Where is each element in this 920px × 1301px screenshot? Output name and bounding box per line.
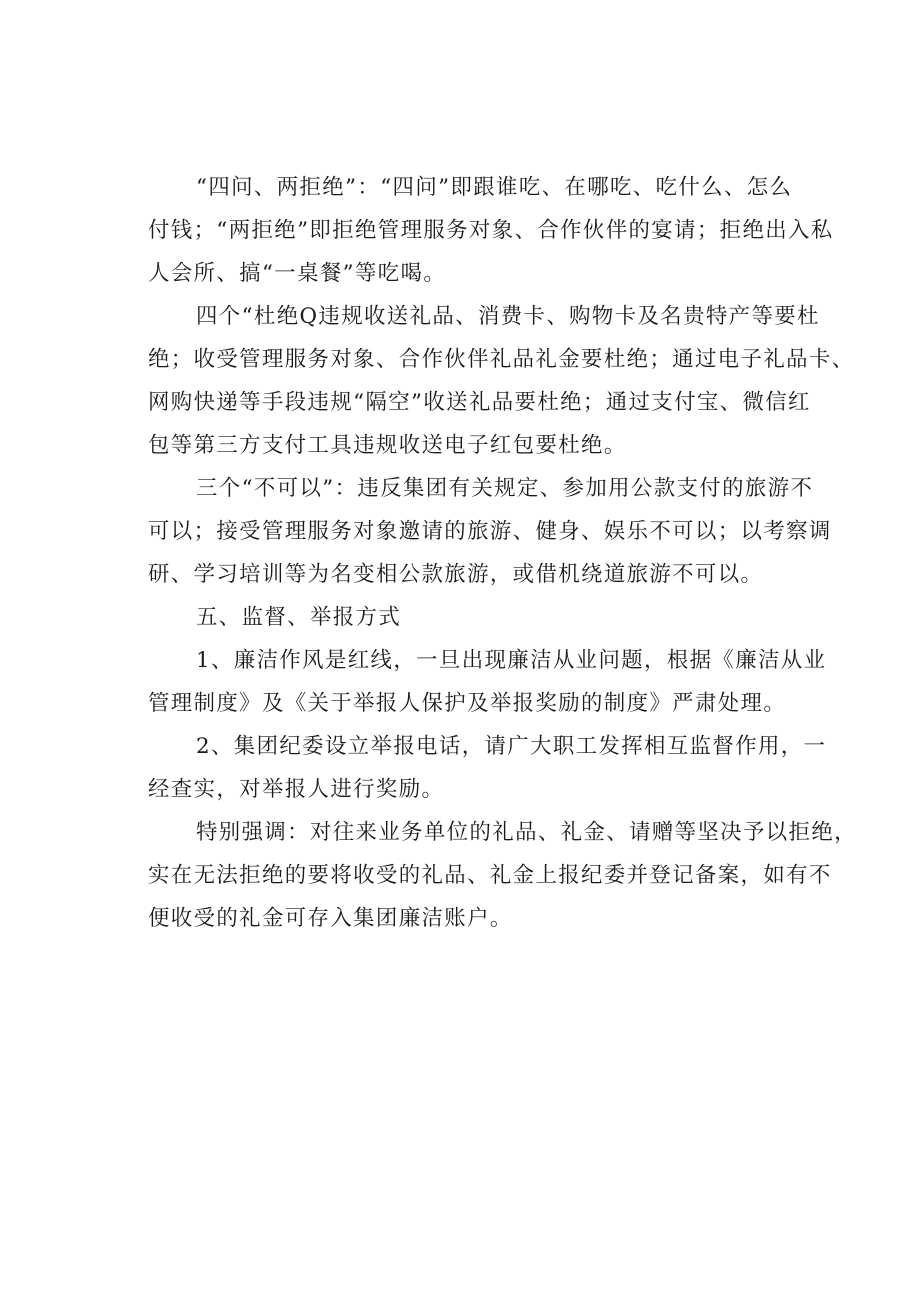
text-line: 人会所、搞“一桌餐”等吃喝。	[148, 261, 447, 286]
text-line: 三个“不可以”：违反集团有关规定、参加用公款支付的旅游不	[196, 476, 814, 501]
para-item-1	[148, 639, 827, 725]
section-heading-supervision	[148, 596, 804, 639]
text-line: 包等第三方支付工具违规收送电子红包要杜绝。	[148, 433, 627, 458]
text-line: 1、廉洁作风是红线，一旦出现廉洁从业问题，根据《廉洁从业	[196, 648, 827, 673]
text-line: 四个“杜绝Q违规收送礼品、消费卡、购物卡及名贵特产等要杜	[196, 304, 820, 329]
para-three-not-allowed	[148, 467, 832, 596]
text-line: 2、集团纪委设立举报电话，请广大职工发挥相互监督作用，一	[196, 734, 827, 759]
para-item-2	[148, 725, 827, 811]
text-line: 经查实，对举报人进行奖励。	[148, 777, 445, 802]
para-four-questions	[148, 166, 834, 295]
para-special-emphasis	[148, 811, 857, 940]
text-line: 管理制度》及《关于举报人保护及举报奖励的制度》严肃处理。	[148, 691, 787, 716]
text-line: “四问、两拒绝”：“四问”即跟谁吃、在哪吃、吃什么、怎么	[196, 175, 793, 200]
document-page	[148, 166, 857, 940]
para-four-prohibitions	[148, 295, 855, 467]
section-heading: 五、监督、举报方式	[196, 605, 402, 630]
text-line: 特别强调：对往来业务单位的礼品、礼金、请赠等坚决予以拒绝，	[196, 820, 857, 845]
text-line: 便收受的礼金可存入集团廉洁账户。	[148, 906, 513, 931]
text-line: 可以；接受管理服务对象邀请的旅游、健身、娱乐不可以；以考察调	[148, 519, 832, 544]
text-line: 实在无法拒绝的要将收受的礼品、礼金上报纪委并登记备案，如有不	[148, 863, 832, 888]
text-line: 网购快递等手段违规“隔空”收送礼品要杜绝；通过支付宝、微信红	[148, 390, 811, 415]
text-line: 研、学习培训等为名变相公款旅游，或借机绕道旅游不可以。	[148, 562, 764, 587]
text-line: 付钱；“两拒绝”即拒绝管理服务对象、合作伙伴的宴请；拒绝出入私	[148, 218, 834, 243]
text-line: 绝；收受管理服务对象、合作伙伴礼品礼金要杜绝；通过电子礼品卡、	[148, 347, 855, 372]
